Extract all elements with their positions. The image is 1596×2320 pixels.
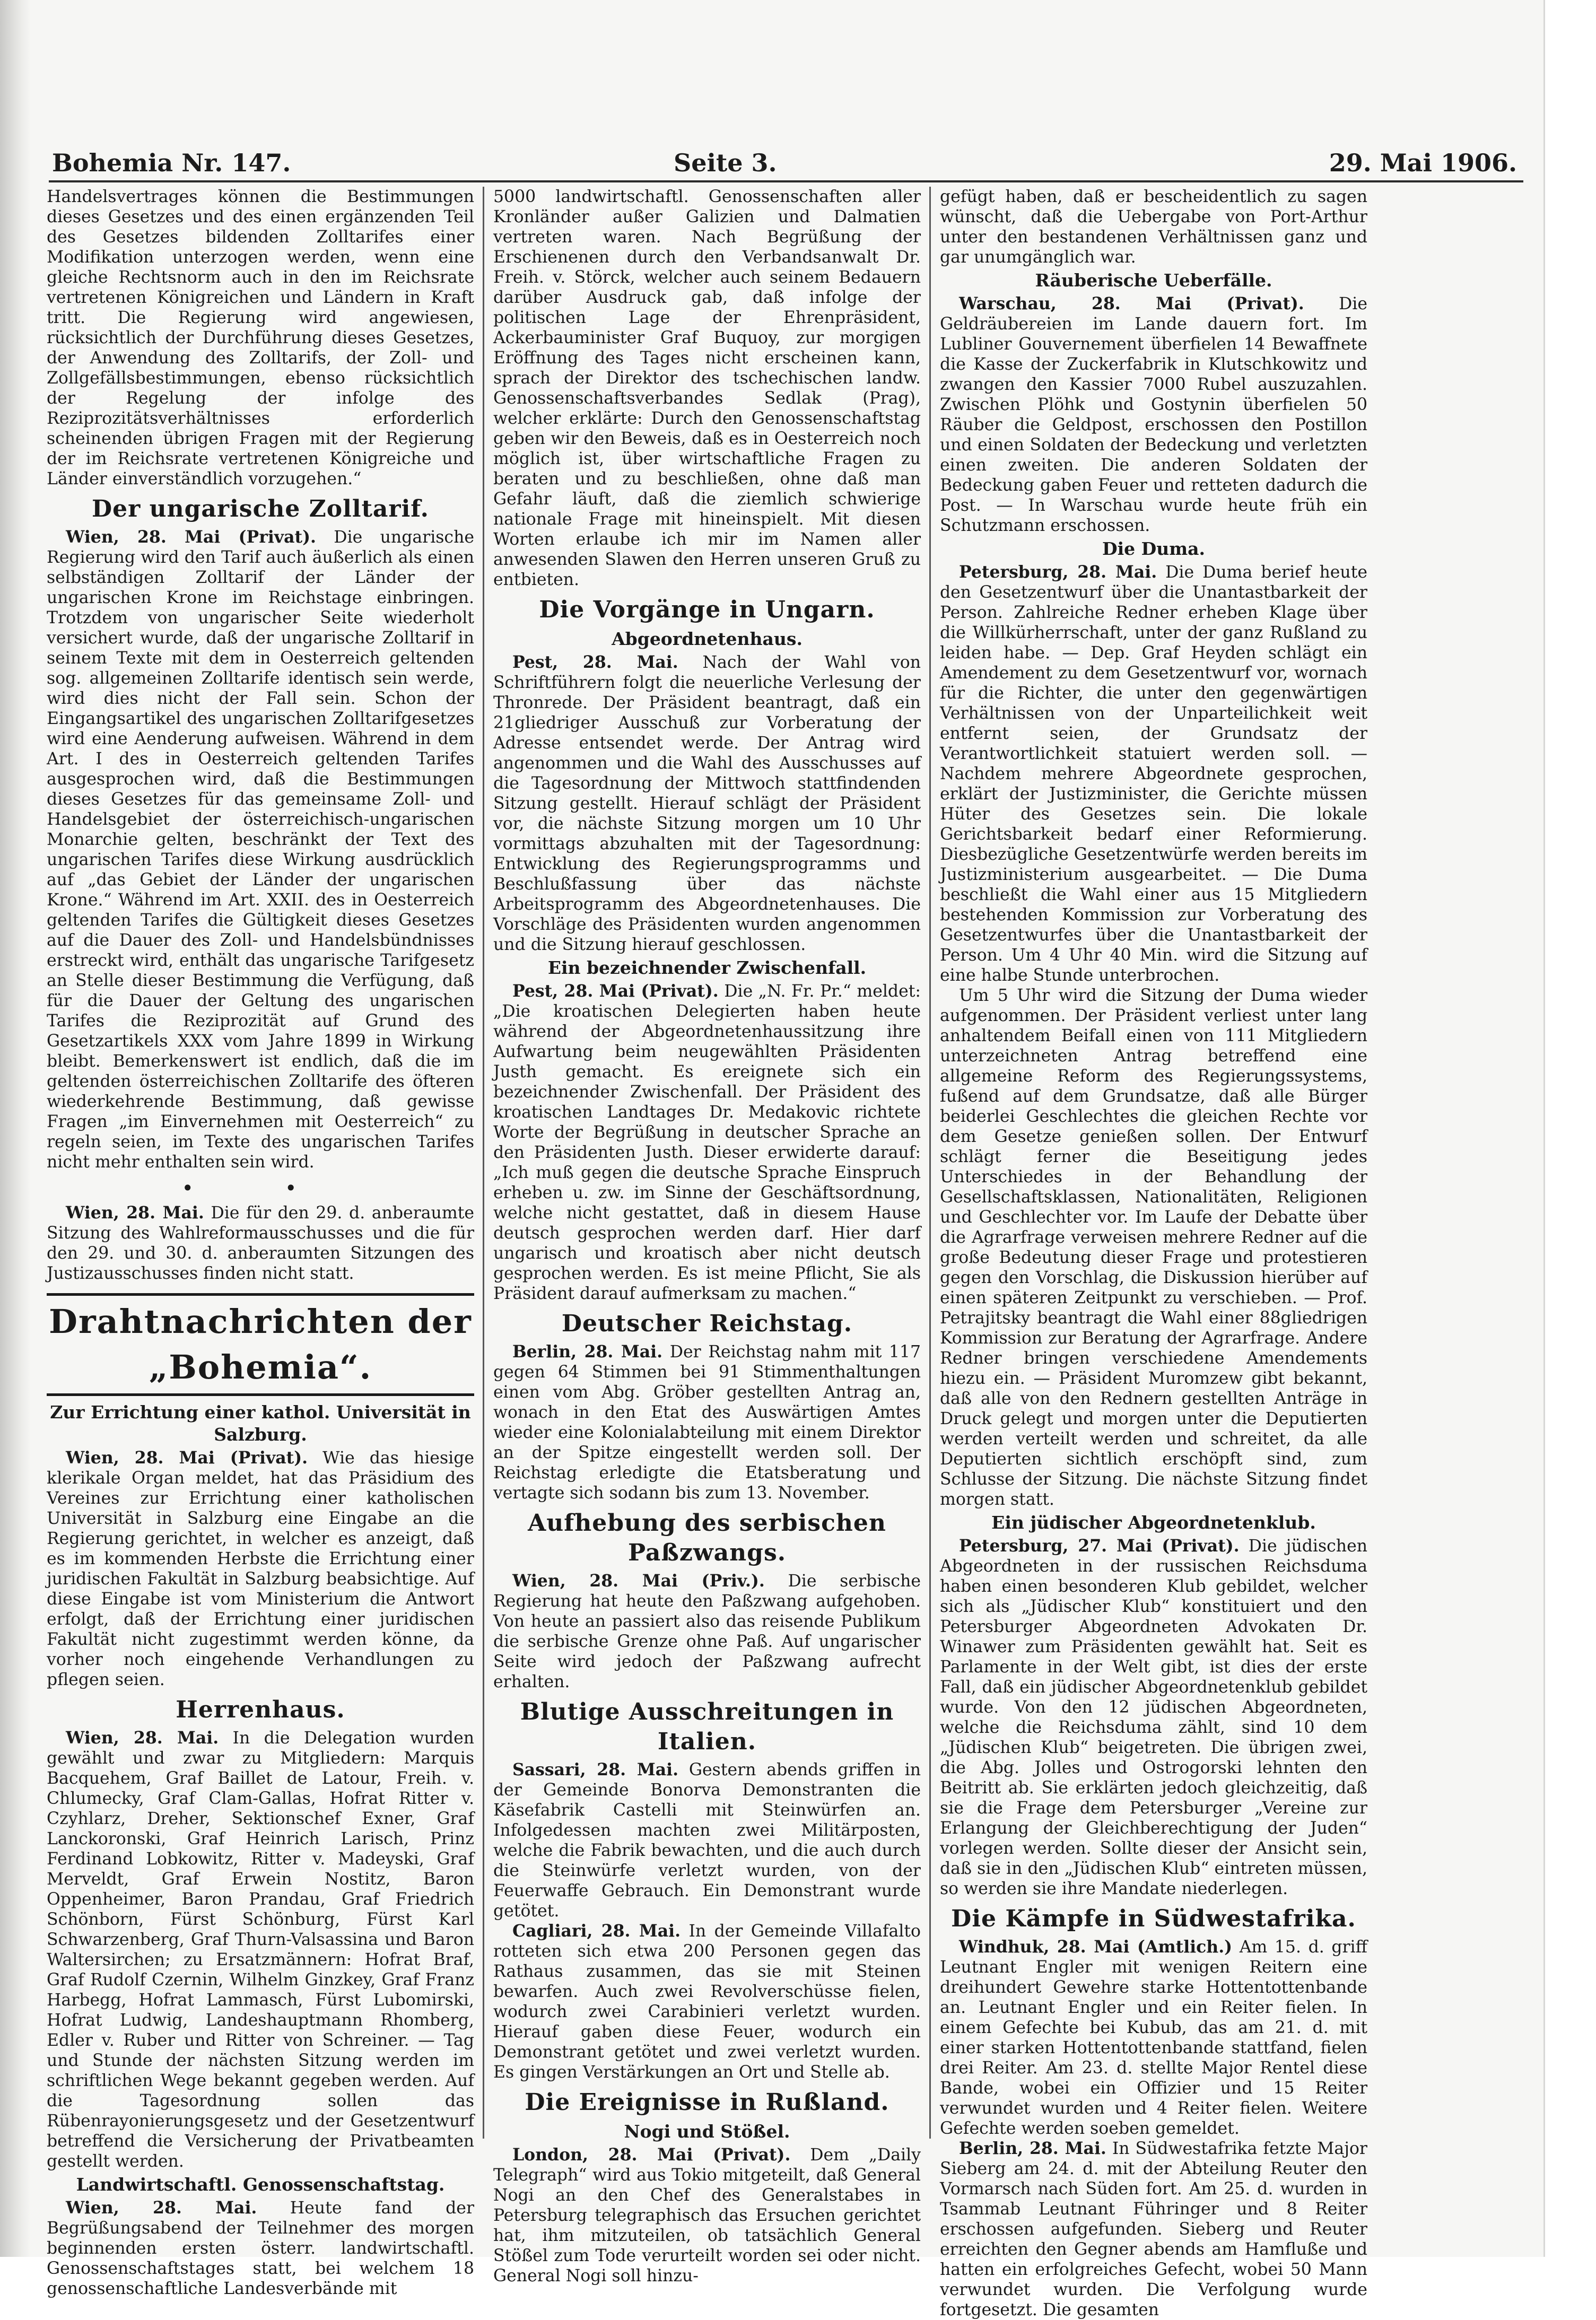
headline-duma: Die Duma. [1102,538,1206,559]
article-judenklub [940,1536,1367,1899]
article-text: Die Geldräubereien im Lande dauern fort. Im Lubliner Gouvernement überfielen 14 Bewaffnete die Kasse der Zuckerfabrik in Klutschkowitz und zwangen den Kassier 7000 Rubel auszuzahlen. Zwischen Plöhk und Gostynin überfielen 50 Räuber die Geldpost, erschossen den Postillon und einen Soldaten der Bedeckung und verletzten einen zweiten. Die anderen Soldaten der Bedeckung gaben Feuer und retteten dadurch die Post. — In Warschau wurde heute früh ein Schutzmann erschossen. [940,294,1368,535]
newspaper-issue: Bohemia Nr. 147. [52,149,291,177]
article-text: Heute fand der Begrüßungsabend der Teilnehmer des morgen beginnenden ersten österr. landwirtschaftl. Genossenschaftstages statt, bei welchem 18 genossenschaftliche Landesverbände mit [47,2199,474,2298]
headline-reichstag: Deutscher Reichstag. [561,1310,853,1337]
article-text: In die Delegation wurden gewählt und zwar zu Mitgliedern: Marquis Bacquehem, Graf Baillet de Latour, Freih. v. Chlumecky, Graf Clam-Gallas, Hofrat Ritter v. Czyhlarz, Dreher, Sektionschef Exner, Graf Lanckoronski, Graf Heinrich Larisch, Prinz Ferdinand Lobkowitz, Ritter v. Madeyski, Graf Merveldt, Graf Erwein Nostitz, Baron Oppenheimer, Baron Prandau, Graf Friedrich Schönborn, Fürst Schönburg, Fürst Karl Schwarzenberg, Graf Thurn-Valsassina und Baron Waltersirchen; zu Ersatzmännern: Hofrat Braf, Graf Rudolf Czernin, Wilhelm Ginzkey, Graf Franz Harbegg, Hofrat Lammasch, Fürst Lubomirski, Hofrat Ludwig, Landeshauptmann Rhomberg, Edler v. Ruber und Ritter von Schreiner. — Tag und Stunde der nächsten Sitzung werden im schriftlichen Wege bekannt gegeben werden. Auf die Tagesordnung sollen das Rübenrayonierungsgesetz und der Gesetzentwurf betreffend die Versicherung der Privatbeamten gestellt werden. [47,1729,475,2171]
article-universitaet [47,1448,474,1690]
dateline: Wien, 28. Mai. [66,2198,257,2218]
headline-zolltarif: Der ungarische Zolltarif. [92,495,429,522]
headline-passzwang: Aufhebung des serbischen Paßzwangs. [528,1510,886,1566]
article-herrenhaus [47,1728,474,2171]
article-text: Die „N. Fr. Pr.“ meldet: „Die kroatischen Delegierten haben heute während der Abgeordnetenhaussitzung ihre Aufwartung beim neugewählten Präsidenten Justh gemacht. Es ereignete sich ein bezeichnender Zwischenfall. Der Präsident des kroatischen Landtages Dr. Medakovic richtete Worte der Begrüßung in deutscher Sprache an den Präsidenten Justh. Dieser erwiderte darauf: „Ich muß gegen die deutsche Sprache Einspruch erheben u. zw. im Sinne der Geschäftsordnung, welche nicht gestattet, daß in diesem Hause deutsch gesprochen werden darf. Hier darf ungarisch und kroatisch aber nicht deutsch gesprochen werden. Es ist meine Pflicht, Sie als Präsident darauf aufmerksam zu machen.“ [493,982,921,1303]
dateline: Pest, 28. Mai. [512,652,678,672]
article-cagliari [493,1921,921,2082]
article-text: In der Gemeinde Villafalto rotteten sich etwa 200 Personen gegen das Rathaus zusammen, das sie mit Steinen bewarfen. Auch zwei Revolverschüsse fielen, wodurch zwei Carabinieri verletzt wurden. Hierauf gaben diese Feuer, wodurch ein Demonstrant getötet und zwei verletzt wurden. Es gingen Verstärkungen an Ort und Stelle ab. [493,1922,921,2082]
headline-herrenhaus: Herrenhaus. [176,1696,345,1723]
headline-zwischenfall: Ein bezeichnender Zwischenfall. [547,957,867,978]
page-edge [1543,0,1596,2257]
subheadline-abgeordnetenhaus: Abgeordnetenhaus. [612,629,803,649]
article-passzwang [493,1571,921,1692]
subheadline-nogi: Nogi und Stößel. [624,2121,790,2142]
column-1 [47,187,475,2298]
column-3 [940,187,1368,2319]
dateline: Warschau, 28. Mai (Privat). [959,294,1304,313]
dateline: Cagliari, 28. Mai. [512,1921,681,1941]
article-text: Die Duma berief heute den Gesetzentwurf über die Unantastbarkeit der Person. Zahlreiche Redner erheben Klage über die Willkürherrschaft, unter der ganz Rußland zu leiden habe. — Dep. Graf Heyden schlägt ein Amendement zu dem Gesetzentwurf vor, wornach für die Richter, die unter den gegenwärtigen Verhältnissen von der Unparteilichkeit weit entfernt seien, der Grundsatz der Verantwortlichkeit statuiert werden soll. — Nachdem mehrere Abgeordnete gesprochen, erklärt der Justizminister, die Gerichte müssen Hüter des Gesetzes sein. Die lokale Gerichtsbarkeit bedarf einer Reformierung. Diesbezügliche Gesetzentwürfe werden bereits im Justizministerium ausgearbeitet. — Die Duma beschließt die Wahl einer aus 15 Mitgliedern bestehenden Kommission zur Vorberatung des Gesetzentwurfes über die Unantastbarkeit der Person. Um 4 Uhr 40 Min. wird die Sitzung auf eine halbe Stunde unterbrochen. [940,563,1368,985]
headline-genossenschaftstag: Landwirtschaftl. Genossenschaftstag. [76,2174,445,2195]
dateline: Pest, 28. Mai (Privat). [512,981,719,1001]
dateline: Wien, 28. Mai. [66,1728,219,1748]
column-divider [483,187,484,2139]
header-rule [49,180,1523,182]
article-sassari [493,1760,921,1921]
dateline: Wien, 28. Mai (Privat). [66,1448,308,1468]
article-text: Am 15. d. griff Leutnant Engler mit wenigen Reitern eine dreihundert Gewehre starke Hottentottenbande an. Leutnant Engler und ein Reiter fielen. In einem Gefechte bei Kubub, das am 21. d. mit einer starken Hottentottenbande stattfand, fielen drei Reiter. Am 23. d. stellte Major Rentel diese Bande, wobei ein Offizier und 15 Reiter verwundet wurden und 4 Reiter fielen. Weitere Gefechte werden soeben gemeldet. [940,1938,1368,2138]
headline-ungarn: Die Vorgänge in Ungarn. [539,596,875,623]
headline-judenklub: Ein jüdischer Abgeordnetenklub. [991,1512,1316,1533]
article-ungarn [493,652,921,955]
article-text: Der Reichstag nahm mit 117 gegen 64 Stimmen bei 91 Stimmenthaltungen einen vom Abg. Gröber gestellten Antrag an, wonach in den Etat des Auswärtigen Amtes wieder eine Kolonialabteilung mit einem Direktor an der Spitze eingestellt werden soll. Der Reichstag erledigte die Etatsberatung und vertagte sich sodann bis zum 13. November. [493,1342,921,1503]
article-text: Gestern abends griffen in der Gemeinde Bonorva Demonstranten die Käsefabrik Castelli mit Steinwürfen an. Infolgedessen machten zwei Militärposten, welche die Fabrik bewachten, und die auch durch die Steinwürfe verletzt wurden, von der Feuerwaffe Gebrauch. Ein Demonstrant wurde getötet. [493,1760,921,1921]
article-text: Die serbische Regierung hat heute den Paßzwang aufgehoben. Von heute an passiert also das reisende Publikum die serbische Grenze ohne Paß. Auf ungarischer Seite wird jedoch der Paßzwang aufrecht erhalten. [493,1572,921,1691]
article-text: Die jüdischen Abgeordneten in der russischen Reichsduma haben einen besonderen Klub gebildet, welcher sich als „Jüdischer Klub“ konstituiert und den Petersburger Abgeordneten Advokaten Dr. Winawer zum Präsidenten gewählt hat. Seit es Parlamente in der Welt gibt, ist dies der erste Fall, daß ein jüdischer Abgeordnetenklub gebildet wurde. Von den 12 jüdischen Abgeordneten, welche die Reichsduma zählt, sind 10 dem „Jüdischen Klub“ beigetreten. Die übrigen zwei, die Abg. Jolles und Ostrogorski lehnten den Beitritt ab. Sie erklärten jedoch gleichzeitig, daß sie die Frage dem Petersburger „Vereine zur Erlangung der Gleichberechtigung der Juden“ vorlegen werden. Sollte dieser der Ansicht sein, daß sie in den „Jüdischen Klub“ eintreten müssen, so werden sie ihre Mandate niederlegen. [940,1537,1367,1898]
headline-suedwestafrika: Die Kämpfe in Südwestafrika. [951,1905,1356,1932]
dateline: Petersburg, 27. Mai (Privat). [959,1536,1240,1556]
dateline: Petersburg, 28. Mai. [959,562,1157,582]
article-berlin [940,2139,1367,2320]
article-duma-continued: Um 5 Uhr wird die Sitzung der Duma wieder aufgenommen. Der Präsident verliest unter lang anhaltendem Beifall einen von 111 Mitgliedern unterzeichneten Antrag betreffend eine allgemeine Reform des Regierungssystems, fußend auf dem Grundsatze, daß alle Bürger beiderlei Geschlechtes die gleichen Rechte vor dem Gesetze genießen sollen. Der Entwurf schlägt ferner die Beseitigung jedes Unterschiedes in der Behandlung der Gesellschaftsklassen, Nationalitäten, Religionen und Geschlechter vor. Im Laufe der Debatte über die Agrarfrage verweisen mehrere Redner auf die große Bedeutung dieser Frage und protestieren gegen den Vorschlag, die Diskussion hierüber auf einen späteren Zeitpunkt zu verschieben. — Prof. Petrajitsky beantragt die Wahl einer 88gliedrigen Kommission zur Beratung der Agrarfrage. Andere Redner bringen verschiedene Amendements hiezu ein. — Präsident Muromzew gibt bekannt, daß alle von den Rednern gestellten Anträge in Druck gelegt und morgen unter die Deputierten werden verteilt werden und schreitet, da alle Deputierten sichtlich erschöpft sind, zum Schlusse der Sitzung. Die nächste Sitzung findet morgen statt. [940,986,1367,1509]
issue-date: 29. Mai 1906. [1329,149,1517,177]
headline-russland: Die Ereignisse in Rußland. [525,2089,889,2116]
dateline: Berlin, 28. Mai. [512,1342,663,1362]
article-text: Dem „Daily Telegraph“ wird aus Tokio mitgeteilt, daß General Nogi an den Chef des Generalstabes in Petersburg telegraphisch das Ersuchen gerichtet hat, ihm mitzuteilen, ob tatsächlich General Stößel zum Tode verurteilt worden sei oder nicht. General Nogi soll hinzu- [493,2145,921,2286]
article-zolltarif [47,527,474,1172]
headline-italien: Blutige Ausschreitungen in Italien. [520,1698,894,1755]
separator-dots: • • [181,1176,339,1200]
dateline: Sassari, 28. Mai. [512,1760,679,1780]
article-text: Die ungarische Regierung wird den Tarif auch äußerlich als einen selbständigen Zolltarif der Länder der ungarischen Krone im Reichstage einbringen. Trotzdem von ungarischer Seite wiederholt versichert wurde, daß der ungarische Zolltarif in seinem Texte mit dem in Oesterreich geltenden sog. allgemeinen Zolltarife identisch sein werde, wird dies nicht der Fall sein. Schon der Eingangsartikel des ungarischen Zolltarifgesetzes wird eine Aenderung aufweisen. Während in dem Art. I des in Oesterreich geltenden Tarifes ausgesprochen wird, daß die Bestimmungen dieses Gesetzes für das gemeinsame Zoll- und Handelsgebiet der österreichisch-ungarischen Monarchie gelten, beschränkt der Text des ungarischen Tarifes diese Wirkung ausdrücklich auf „das Gebiet der Länder der ungarischen Krone.“ Während im Art. XXII. des in Oesterreich geltenden Tarifes die Gültigkeit dieses Gesetzes auf die Dauer des Zoll- und Handelsbündnisses erstreckt wird, enthält das ungarische Tarifgesetz an Stelle dieser Bestimmung die Verfügung, daß für die Dauer der Geltung des ungarischen Tarifes die Reziprozität auf Grund des Gesetzartikels XXX vom Jahre 1899 in Wirkung bleibt. Bemerkenswert ist endlich, daß die im geltenden österreichischen Zolltarife des öfteren wiederkehrende Bestimmung, daß gewisse Fragen „im Einvernehmen mit Oesterreich“ zu regeln seien, im Texte des ungarischen Tarifes nicht mehr enthalten sein wird. [47,528,475,1172]
headline-universitaet: Zur Errichtung einer kathol. Universität in Salzburg. [50,1402,471,1445]
dateline: Berlin, 28. Mai. [959,2139,1106,2158]
article-text: Wie das hiesige klerikale Organ meldet, hat das Präsidium des Vereines zur Errichtung einer katholischen Universität in Salzburg eine Eingabe an die Regierung gerichtet, in welcher es anzeigt, daß es im kommenden Herbste die Errichtung einer juridischen Fakultät in Salzburg beabsichtige. Auf diese Eingabe ist vom Ministerium die Antwort erfolgt, daß der Errichtung einer juridischen Fakultät nicht zugestimmt werden könne, da vorher noch eingehende Verhandlungen zu pflegen seien. [47,1449,474,1689]
headline-ueberfaelle: Räuberische Ueberfälle. [1035,270,1272,291]
article-continuation: gefügt haben, daß er bescheidentlich zu sagen wünscht, daß die Uebergabe von Port-Arthur unter den bestandenen Verhältnissen ganz und gar unumgänglich war. [940,187,1367,267]
section-heading-drahtnachrichten: Drahtnachrichten der „Bohemia“. [47,1293,474,1396]
article-duma [940,562,1367,985]
article-reichstag [493,1342,921,1503]
dateline: Wien, 28. Mai (Priv.). [512,1571,765,1591]
dateline: London, 28. Mai (Privat). [512,2145,791,2165]
dateline: Wien, 28. Mai. [66,1203,204,1223]
page-header [0,139,1543,181]
article-genossenschaftstag [47,2198,474,2299]
article-warschau [940,294,1367,536]
article-continuation: 5000 landwirtschaftl. Genossenschaften aller Kronländer außer Galizien und Dalmatien vertreten waren. Nach Begrüßung der Erschienenen durch den Verbandsanwalt Dr. Freih. v. Störck, welcher auch seinem Bedauern darüber Ausdruck gab, daß infolge der politischen Lage der Ehrenpräsident, Ackerbauminister Graf Buquoy, zur morgigen Eröffnung des Tages nicht erscheinen kann, sprach der Direktor des tschechischen landw. Genossenschaftsverbandes Sedlak (Prag), welcher erklärte: Durch den Genossenschaftstag geben wir den Beweis, daß es in Oesterreich noch möglich ist, über wirtschaftliche Fragen zu beraten und zu beschließen, ohne daß man Gefahr läuft, daß die ziemlich schwierige nationale Frage mit hineinspielt. Mit diesen Worten erlaube ich mir im Namen aller anwesenden Slawen den Herren unseren Gruß zu entbieten. [493,187,921,589]
article-zwischenfall [493,981,921,1304]
page-number: Seite 3. [674,149,777,177]
dateline: Wien, 28. Mai (Privat). [66,527,316,547]
article-text: Die für den 29. d. anberaumte Sitzung des Wahlreformausschusses und die für den 29. und 30. d. anberaumten Sitzungen des Justizausschusses finden nicht statt. [47,1203,474,1283]
binding-shadow [0,0,31,2257]
column-2 [493,187,921,2286]
article-london [493,2145,921,2286]
article-windhuk [940,1937,1367,2139]
article-text: In Südwestafrika fetzte Major Sieberg am 24. d. mit der Abteilung Reuter den Vormarsch nach Süden fort. Am 25. d. wurden in Tsammab Leutnant Führinger und 8 Reiter erschossen aufgefunden. Sieberg und Reuter erreichten den Gegner abends am Hamfluße und hatten ein erfolgreiches Gefecht, wobei 50 Mann verwundet wurden. Die Verfolgung wurde fortgesetzt. Die gesamten [940,2139,1367,2319]
article-text: Nach der Wahl von Schriftführern folgt die neuerliche Verlesung der Thronrede. Der Präsident beantragt, daß ein 21gliedriger Ausschuß zur Vorberatung der Adresse entsendet werde. Der Antrag wird angenommen und die Wahl des Ausschusses auf die Tagesordnung der Mittwoch stattfindenden Sitzung gestellt. Hierauf schlägt der Präsident vor, die nächste Sitzung morgen um 10 Uhr vormittags abzuhalten mit der Tagesordnung: Entwicklung des Regierungsprogramms und Beschlußfassung über das nächste Arbeitsprogramm des Abgeordnetenhauses. Die Vorschläge des Präsidenten wurden angenommen und die Sitzung hierauf geschlossen. [493,653,921,954]
dateline: Windhuk, 28. Mai (Amtlich.) [959,1937,1233,1957]
article-wahlreform [47,1203,474,1284]
article-continuation: Handelsvertrages können die Bestimmungen dieses Gesetzes und des einen ergänzenden Teil des Gesetzes bildenden Zolltarifes einer Modifikation unterzogen werden, wenn eine gleiche Rechtsnorm auch in den im Reichsrate vertretenen Königreichen und Ländern in Kraft tritt. Die Regierung wird angewiesen, rücksichtlich der Durchführung dieses Gesetzes, der Anwendung des Zolltarifs, der Zoll- und Zollgefällsbestimmungen, ebenso rücksichtlich der Regelung der infolge des Reziprozitätsverhältnisses erforderlich scheinenden übrigen Fragen mit der Regierung der im Reichsrate vertretenen Königreiche und Länder einverständlich vorzugehen.“ [47,187,474,489]
column-divider [929,187,931,2139]
